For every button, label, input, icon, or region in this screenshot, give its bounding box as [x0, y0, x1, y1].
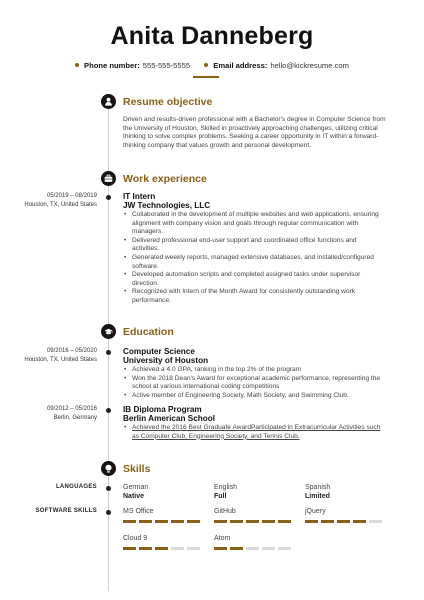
rating-segment	[171, 547, 184, 550]
phone-value: 555-555-5555	[142, 61, 191, 70]
rating-segment	[123, 520, 136, 523]
phone-label: Phone number:	[84, 61, 140, 70]
software-name: Atom	[214, 535, 231, 542]
job-bullets	[123, 211, 381, 306]
timeline-dot	[106, 195, 111, 200]
rating-segment	[123, 547, 136, 550]
skill-rating-bar	[305, 520, 382, 523]
contact-line	[0, 61, 424, 70]
language-name: German	[123, 484, 149, 491]
list-item: • Delivered professional end-user support and coordinated office functions and activities.	[123, 237, 381, 254]
edu-bullets	[123, 366, 381, 400]
rating-segment	[230, 520, 243, 523]
email-value: hello@kickresume.com	[270, 61, 349, 70]
header-divider	[193, 76, 219, 78]
edu-location: Houston, TX, United States	[24, 357, 97, 363]
job-location: Houston, TX, United States	[24, 202, 97, 208]
rating-segment	[155, 520, 168, 523]
section-title-objective: Resume objective	[123, 96, 213, 108]
edu-bullets	[123, 424, 381, 441]
list-item: • Achieved the 2016 Best Graduate AwardParticipated in Extracurricular Activities such as Computer Club, Engineering Society, and Tennis Club.	[123, 424, 381, 441]
software-name: jQuery	[305, 508, 326, 515]
timeline-dot	[106, 408, 111, 413]
language-level: Native	[123, 493, 145, 500]
objective-text: Driven and results-driven professional with a Bachelor's degree in Computer Science from the University of Houston. Skilled in proactively approaching challenges, utilizing critical thinking to solve complex problems. Seeking a career opportunity in IT within a forward-thinking company that values growth and personal development.	[123, 116, 386, 149]
rating-segment	[337, 520, 350, 523]
language-name: Spanish	[305, 484, 331, 491]
rating-segment	[262, 547, 275, 550]
rating-segment	[321, 520, 334, 523]
skill-rating-bar	[123, 547, 200, 550]
rating-segment	[369, 520, 382, 523]
rating-segment	[305, 520, 318, 523]
language-name: English	[214, 484, 237, 491]
job-company: JW Technologies, LLC	[123, 201, 211, 210]
rating-segment	[278, 520, 291, 523]
briefcase-icon	[101, 171, 116, 186]
timeline-dot	[106, 510, 111, 515]
rating-segment	[187, 547, 200, 550]
graduation-cap-icon	[101, 324, 116, 339]
person-icon	[101, 94, 116, 109]
section-title-skills: Skills	[123, 463, 151, 475]
list-item: • Collaborated in the development of multiple websites and web applications, ensuring alignment with company vision and goals through regular communication with managers.	[123, 211, 381, 237]
rating-segment	[139, 520, 152, 523]
rating-segment	[214, 547, 227, 550]
software-name: Cloud 9	[123, 535, 148, 542]
skill-rating-bar	[123, 520, 200, 523]
list-item: • Achieved a 4.0 GPA, ranking in the top 2% of the program	[123, 366, 381, 375]
bullet-icon	[75, 63, 79, 67]
rating-segment	[214, 520, 227, 523]
rating-segment	[139, 547, 152, 550]
list-item: • Recognized with Intern of the Month Award for consistently outstanding work performance.	[123, 288, 381, 305]
section-title-education: Education	[123, 326, 174, 338]
list-item: • Generated weekly reports, managed extensive databases, and installed/configured software.	[123, 254, 381, 271]
skill-rating-bar	[214, 547, 291, 550]
software-skills-label: SOFTWARE SKILLS	[35, 508, 97, 514]
skill-rating-bar	[214, 520, 291, 523]
rating-segment	[155, 547, 168, 550]
lightbulb-icon	[101, 461, 116, 476]
languages-label: LANGUAGES	[55, 484, 97, 490]
edu-school: Berlin American School	[123, 414, 216, 423]
edu-dates: 09/2016 – 05/2020	[46, 348, 97, 354]
email-label: Email address:	[213, 61, 268, 70]
job-role: IT Intern	[123, 192, 156, 201]
job-dates: 05/2019 – 08/2019	[46, 193, 97, 199]
rating-segment	[246, 547, 259, 550]
list-item: • Active member of Engineering Society, Math Society, and Swimming Club.	[123, 392, 381, 401]
software-name: MS Office	[123, 508, 154, 515]
rating-segment	[262, 520, 275, 523]
rating-segment	[230, 547, 243, 550]
rating-segment	[187, 520, 200, 523]
edu-school: University of Houston	[123, 356, 209, 365]
rating-segment	[171, 520, 184, 523]
list-item: • Won the 2018 Dean's Award for exceptional academic performance, representing the school at various international coding competitions	[123, 375, 381, 392]
candidate-name: Anita Danneberg	[110, 22, 314, 50]
edu-degree: Computer Science	[123, 347, 195, 356]
rating-segment	[278, 547, 291, 550]
timeline-dot	[106, 350, 111, 355]
edu-location: Berlin, Germany	[53, 415, 97, 421]
software-name: GitHub	[214, 508, 236, 515]
timeline-dot	[106, 486, 111, 491]
language-level: Full	[214, 493, 227, 500]
rating-segment	[246, 520, 259, 523]
bullet-icon	[204, 63, 208, 67]
rating-segment	[353, 520, 366, 523]
list-item: • Developed automation scripts and completed assigned tasks under supervisor direction.	[123, 271, 381, 288]
edu-dates: 09/2012 – 05/2016	[46, 406, 97, 412]
section-title-work: Work experience	[123, 173, 207, 185]
edu-degree: IB Diploma Program	[123, 405, 202, 414]
language-level: Limited	[305, 493, 330, 500]
